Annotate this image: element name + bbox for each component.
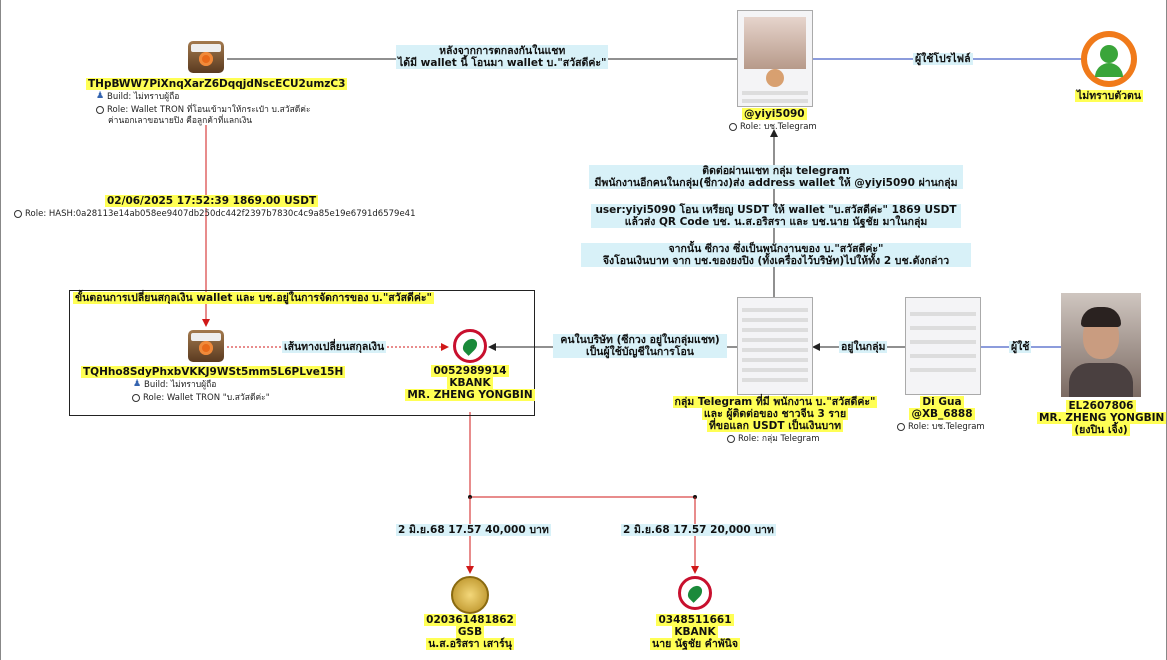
yiyi-label[interactable]: @yiyi5090	[744, 108, 805, 120]
gsb-account-block[interactable]	[405, 614, 535, 650]
telegram-group-line3: ที่ขอแลก USDT เป็นเงินบาท	[708, 420, 842, 432]
person-thai-name: (ยงปิน เจิ้ง)	[1074, 424, 1128, 436]
role-dot-icon	[727, 435, 735, 443]
wallet-top-address[interactable]: THpBWW7PiXnqXarZ6DqqjdNscECU2umzC3	[88, 78, 346, 90]
person-photo[interactable]	[1061, 293, 1141, 397]
kbank-recv-block[interactable]	[630, 614, 760, 650]
role-dot-icon	[132, 394, 140, 402]
edge-label-company-line2: เป็นผู้ใช้บัญชีในการโอน	[586, 346, 694, 358]
digua-label[interactable]	[899, 396, 985, 420]
kbank-recv-name: นาย นัฐชัย คำพันิจ	[652, 638, 738, 650]
gsb-bank-name: GSB	[457, 626, 483, 638]
kbank-main-bank: KBANK	[449, 377, 491, 389]
kbank-logo-icon[interactable]	[453, 329, 487, 363]
wallet-icon-top[interactable]	[188, 41, 224, 73]
unknown-person-label[interactable]: ไม่ทราบตัวตน	[1077, 90, 1142, 102]
wallet-top-build: ♟ Build: ไม่ทราบผู้ถือ	[96, 91, 180, 102]
kbank-main-block[interactable]	[405, 365, 535, 401]
note-baht-transfer	[581, 243, 971, 267]
edge-label-company	[553, 334, 727, 358]
telegram-group-line1: กลุ่ม Telegram ที่มี พนักงาน บ."สวัสดีค่ะ"	[674, 396, 876, 408]
transfer-kbank-label: 2 มิ.ย.68 17.57 20,000 บาท	[623, 524, 774, 536]
kbank-main-name: MR. ZHENG YONGBIN	[407, 389, 533, 401]
telegram-group-label[interactable]	[655, 396, 895, 432]
person-label[interactable]	[1037, 400, 1165, 436]
note-contact-line1: ติดต่อผ่านแชท กลุ่ม telegram	[702, 165, 850, 177]
role-dot-icon	[897, 423, 905, 431]
wallet-top-role: Role: Wallet TRON ที่โอนเข้ามาให้กระเป๋า บ.สวัสดีค่ะ	[96, 105, 311, 115]
person-name: MR. ZHENG YONGBIN	[1039, 412, 1165, 424]
edge-label-in-group: อยู่ในกลุ่ม	[841, 341, 886, 353]
person-icon: ♟	[133, 379, 142, 389]
wallet-icon-company[interactable]	[188, 330, 224, 362]
kbank-recv-account: 0348511661	[658, 614, 732, 626]
edge-label-user: ผู้ใช้	[1011, 341, 1030, 353]
transfer-gsb-label: 2 มิ.ย.68 17.57 40,000 บาท	[398, 524, 549, 536]
edge-label-top-line1: หลังจากการตกลงกันในแชท	[439, 45, 566, 57]
digua-role: Role: บช.Telegram	[897, 422, 985, 432]
role-dot-icon	[14, 210, 22, 218]
kbank-recv-bank: KBANK	[674, 626, 716, 638]
note-baht-line1: จากนั้น ซีกวง ซึ่งเป็นพนักงานของ บ."สวัสดีค่ะ"	[668, 243, 884, 255]
transfer-label[interactable]: 02/06/2025 17:52:39 1869.00 USDT	[107, 195, 317, 207]
wallet-company-role: Role: Wallet TRON "บ.สวัสดีค่ะ"	[132, 393, 270, 403]
gsb-holder-name: น.ส.อริสรา เสาร์นุ	[428, 638, 512, 650]
note-baht-line2: จึงโอนเงินบาท จาก บช.ของยงปิง (ทั้งเครื่องไว้บริษัท)ไปให้ทั้ง 2 บช.ดังกล่าว	[602, 255, 950, 267]
transfer-hash-role: Role: HASH:0a28113e14ab058ee9407db250dc442f2397b7830c4c9a85e19e6791d6579e41	[14, 209, 416, 219]
kbank-recv-logo-icon[interactable]	[678, 576, 712, 610]
digua-name: Di Gua	[922, 396, 962, 408]
telegram-group-screenshot[interactable]	[737, 297, 813, 395]
yiyi-phone-screenshot[interactable]	[737, 10, 813, 107]
person-icon: ♟	[96, 91, 105, 101]
role-dot-icon	[96, 106, 104, 114]
wallet-company-build: ♟ Build: ไม่ทราบผู้ถือ	[133, 379, 217, 390]
telegram-group-role: Role: กลุ่ม Telegram	[727, 434, 820, 444]
edge-label-top-line2: ได้มี wallet นี้ โอนมา wallet บ."สวัสดีค่ะ"	[398, 57, 607, 69]
note-transfer	[591, 204, 961, 228]
wallet-company-address[interactable]: TQHho8SdyPhxbVKKJ9WSt5mm5L6PLve15H	[83, 366, 344, 378]
wallet-top-role-2: ค่านอกเลาขอนายปิง คือลูกค้าที่แลกเงิน	[108, 116, 253, 126]
edge-label-profile: ผู้ใช้โปรไฟล์	[915, 53, 971, 65]
telegram-group-line2: และ ผู้ติดต่อของ ชาวจีน 3 ราย	[703, 408, 847, 420]
digua-handle: @XB_6888	[911, 408, 973, 420]
note-contact	[589, 165, 963, 189]
yiyi-role: Role: บช.Telegram	[729, 122, 817, 132]
person-id: EL2607806	[1068, 400, 1134, 412]
edge-label-exchange: เส้นทางเปลี่ยนสกุลเงิน	[284, 341, 385, 353]
edge-label-top	[396, 45, 608, 69]
note-transfer-line2: แล้วส่ง QR Code บช. น.ส.อริสรา และ บช.นาย นัฐชัย มาในกลุ่ม	[624, 216, 928, 228]
digua-phone-screenshot[interactable]	[905, 297, 981, 395]
exchange-group-title: ขั้นตอนการเปลี่ยนสกุลเงิน wallet และ บช.อยู่ในการจัดการของ บ."สวัสดีค่ะ"	[75, 292, 432, 304]
gsb-account-number: 020361481862	[426, 614, 514, 626]
note-transfer-line1: user:yiyi5090 โอน เหรียญ USDT ให้ wallet "บ.สวัสดีค่ะ" 1869 USDT	[595, 204, 957, 216]
gsb-logo-icon[interactable]	[451, 576, 489, 614]
note-contact-line2: มีพนักงานอีกคนในกลุ่ม(ชีกวง)ส่ง address wallet ให้ @yiyi5090 ผ่านกลุ่ม	[594, 177, 958, 189]
role-dot-icon	[729, 123, 737, 131]
edge-label-company-line1: คนในบริษัท (ซีกวง อยู่ในกลุ่มแชท)	[560, 334, 720, 346]
anonymous-user-icon[interactable]	[1081, 31, 1137, 87]
kbank-main-account: 0052989914	[433, 365, 507, 377]
